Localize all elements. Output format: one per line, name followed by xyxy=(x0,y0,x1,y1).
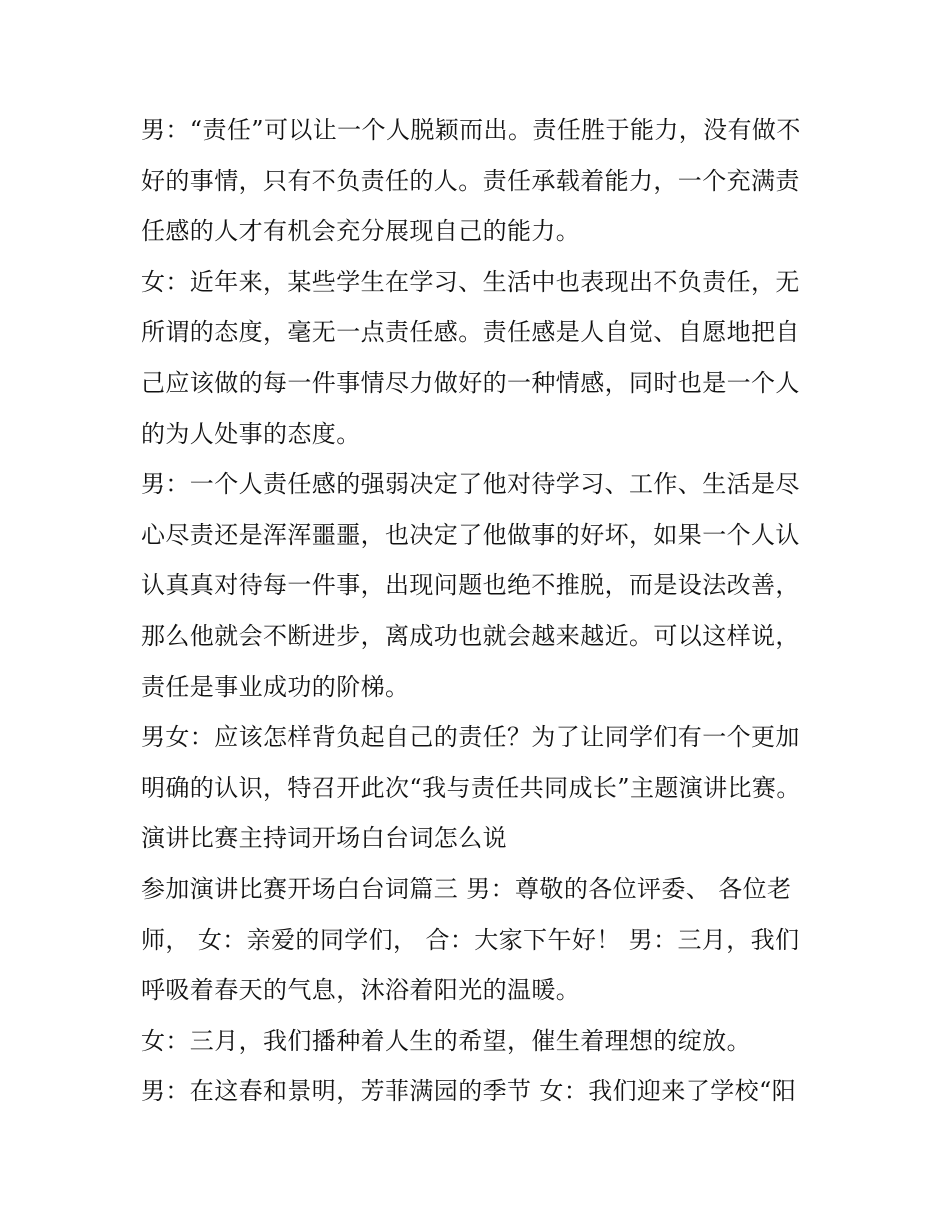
paragraph-3: 男：一个人责任感的强弱决定了他对待学习、工作、生活是尽心尽责还是浑浑噩噩，也决定了他做事的好坏，如果一个人认认真真对待每一件事，出现问题也绝不推脱，而是设法改善，那么他就会不断进步，离成功也就会越来越近。可以这样说，责任是事业成功的阶梯。 xyxy=(141,470,800,701)
paragraph-2: 女：近年来，某些学生在学习、生活中也表现出不负责任，无所谓的态度，毫无一点责任感。责任感是人自觉、自愿地把自己应该做的每一件事情尽力做好的一种情感，同时也是一个人的为人处事的态度。 xyxy=(141,267,800,448)
paragraph-7: 男：在这春和景明，芳菲满园的季节 女：我们迎来了学校“阳 xyxy=(141,1077,797,1106)
paragraph-6: 女：三月，我们播种着人生的希望，催生着理想的绽放。 xyxy=(141,1026,751,1055)
paragraph-5: 参加演讲比赛开场白台词篇三 男：尊敬的各位评委、 各位老师， 女：亲爱的同学们， 合：大家下午好！ 男：三月，我们呼吸着春天的气息，沐浴着阳光的温暖。 xyxy=(141,874,800,1005)
paragraph-1: 男：“责任”可以让一个人脱颖而出。责任胜于能力，没有做不好的事情，只有不负责任的人。责任承载着能力，一个充满责任感的人才有机会充分展现自己的能力。 xyxy=(141,116,801,246)
section-heading: 演讲比赛主持词开场白台词怎么说 xyxy=(141,824,507,853)
paragraph-4: 男女：应该怎样背负起自己的责任？为了让同学们有一个更加明确的认识，特召开此次“我与责任共同成长”主题演讲比赛。 xyxy=(141,723,801,802)
document-body xyxy=(141,105,821,1117)
